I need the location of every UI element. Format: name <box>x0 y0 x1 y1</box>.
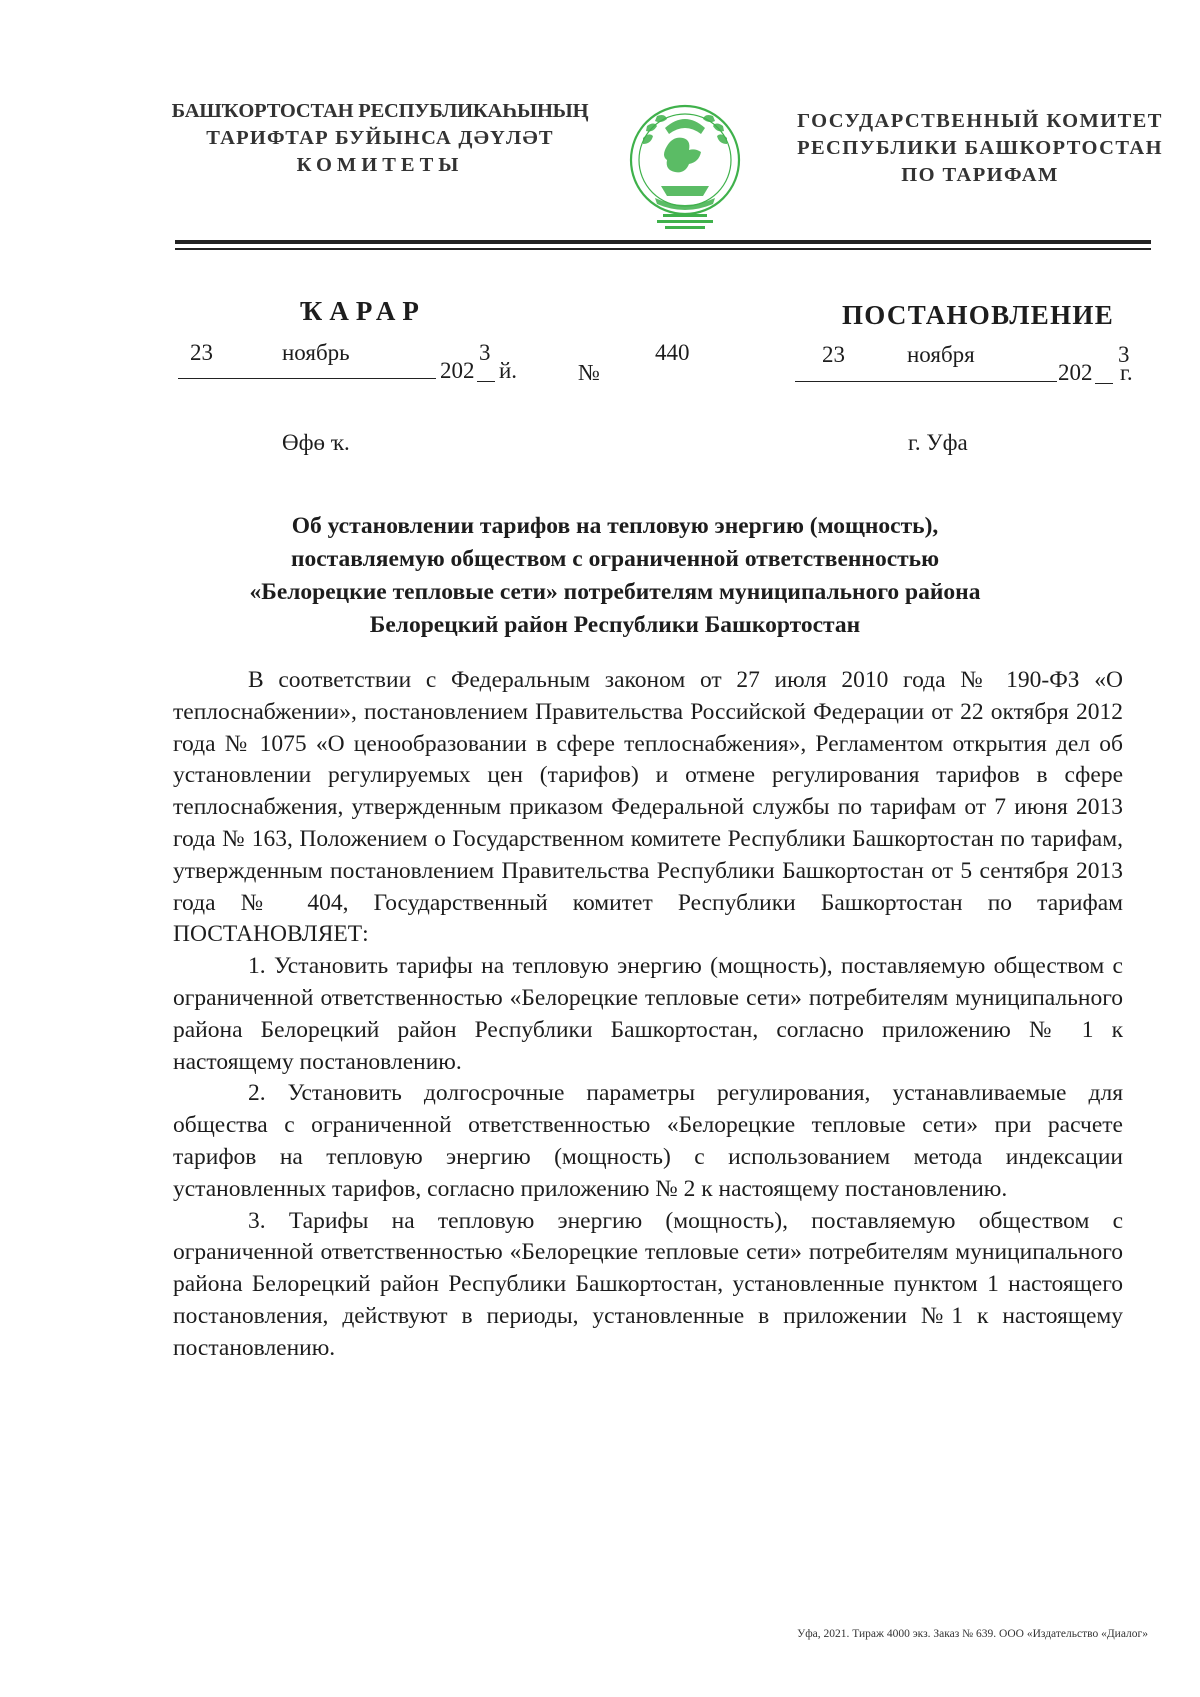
left-date-year-prefix: 202 <box>440 358 475 383</box>
issuer-russian-line2: РЕСПУБЛИКИ БАШКОРТОСТАН <box>797 137 1163 159</box>
header-divider-thick <box>175 240 1151 244</box>
right-date-year-digit: 3 <box>1118 342 1130 367</box>
right-date-underline <box>795 381 1057 382</box>
issuer-name-russian <box>790 108 1170 189</box>
left-date-underline <box>178 378 436 379</box>
decree-kind-russian: ПОСТАНОВЛЕНИЕ <box>842 300 1115 330</box>
issuer-russian-line3: ПО ТАРИФАМ <box>901 164 1059 186</box>
issuer-bashkir-line2: ТАРИФТАР БУЙЫНСА ДӘҮЛӘТ <box>206 127 554 149</box>
print-imprint: Уфа, 2021. Тираж 4000 экз. Заказ № 639. ООО «Издательство «Диалог» <box>797 1628 1148 1640</box>
left-date-month: ноябрь <box>282 340 350 365</box>
issuer-russian-line1: ГОСУДАРСТВЕННЫЙ КОМИТЕТ <box>797 110 1163 132</box>
right-date-year-prefix: 202 <box>1058 360 1093 385</box>
decree-number: 440 <box>655 340 690 365</box>
title-line4: Белорецкий район Республики Башкортостан <box>369 612 861 638</box>
document-body <box>173 665 1123 1365</box>
clause-1: 1. Установить тарифы на тепловую энергию (мощность), поставляемую обществом с ограниченной ответственностью «Белорецкие тепловые сети» потребителям муниципального района Белорецкий район Республики Башкортостан, согласно приложению № 1 к настоящему постановлению. <box>173 953 1123 1075</box>
decree-kind-bashkir: ҠАРАР <box>300 296 426 326</box>
issuer-bashkir-line1: БАШҠОРТОСТАН РЕСПУБЛИКАҺЫНЫҢ <box>171 100 589 122</box>
right-date-year-suffix: г. <box>1120 360 1133 385</box>
left-year-underline <box>477 381 495 382</box>
decree-number-sign: № <box>578 360 600 385</box>
clause-3: 3. Тарифы на тепловую энергию (мощность), поставляемую обществом с ограниченной ответственностью «Белорецкие тепловые сети» потребителям муниципального района Белорецкий район Республики Башкортостан, установленные пунктом 1 настоящего постановления, действуют в периоды, установленные в приложении №1 к настоящему постановлению. <box>173 1207 1123 1361</box>
title-line2: поставляемую обществом с ограниченной ответственностью <box>290 546 940 572</box>
left-date-year-digit: 3 <box>479 340 491 365</box>
issuer-name-bashkir <box>155 98 605 179</box>
document-title <box>150 510 1080 642</box>
title-line3: «Белорецкие тепловые сети» потребителям муниципального района <box>249 579 981 605</box>
clause-2: 2. Установить долгосрочные параметры регулирования, устанавливаемые для общества с ограниченной ответственностью «Белорецкие тепловые сети» при расчете тарифов на тепловую энергию (мощность) с использованием метода индексации установленных тарифов, согласно приложению № 2 к настоящему постановлению. <box>173 1080 1123 1202</box>
preamble-paragraph: В соответствии с Федеральным законом от 27 июля 2010 года № 190-ФЗ «О теплоснабжении», постановлением Правительства Российской Федерации от 22 октября 2012 года № 1075 «О ценообразовании в сфере теплоснабжения», Регламентом открытия дел об установлении регулируемых цен (тарифов) и отмене регулирования тарифов в сфере теплоснабжения, утвержденным приказом Федеральной службы по тарифам от 7 июня 2013 года № 163, Положением о Государственном комитете Республики Башкортостан по тарифам, утвержденным постановлением Правительства Республики Башкортостан от 5 сентября 2013 года № 404, Государственный комитет Республики Башкортостан по тарифам ПОСТАНОВЛЯЕТ: <box>173 667 1123 948</box>
right-year-underline <box>1095 383 1113 384</box>
city-bashkir: Өфө ҡ. <box>282 430 350 455</box>
left-date-day: 23 <box>190 340 213 365</box>
right-date-month: ноября <box>907 342 975 367</box>
title-line1: Об установлении тарифов на тепловую энергию (мощность), <box>291 513 939 539</box>
right-date-day: 23 <box>822 342 845 367</box>
header-divider-thin <box>175 248 1151 250</box>
issuer-bashkir-line3: КОМИТЕТЫ <box>296 154 464 176</box>
city-russian: г. Уфа <box>908 430 968 455</box>
republic-of-bashkortostan-emblem-icon <box>625 98 745 238</box>
left-date-year-suffix: й. <box>499 358 518 383</box>
